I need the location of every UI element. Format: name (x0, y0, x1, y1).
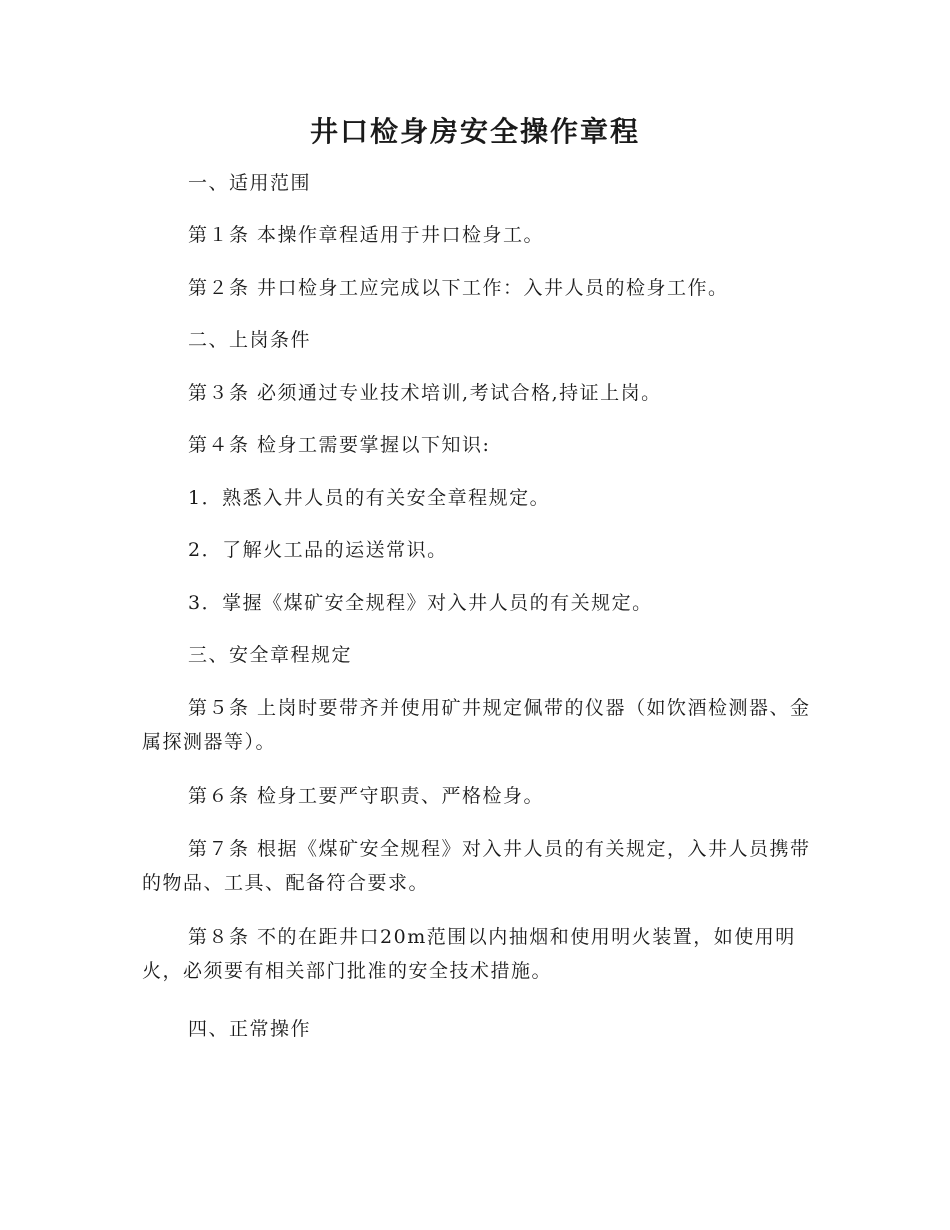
article-3: 第３条 必须通过专业技术培训,考试合格,持证上岗。 (188, 382, 662, 404)
section-heading-scope: 一、适用范围 (188, 172, 312, 194)
knowledge-item-2: 2．了解火工品的运送常识。 (188, 539, 448, 561)
article-5: 第５条 上岗时要带齐并使用矿井规定佩带的仪器（如饮酒检测器、金属探测器等）。 (142, 697, 811, 753)
knowledge-item-3: 3．掌握《煤矿安全规程》对入井人员的有关规定。 (188, 592, 653, 614)
section-heading-normal-operation: 四、正常操作 (188, 1018, 312, 1040)
document-title: 井口检身房安全操作章程 (309, 115, 640, 148)
article-4: 第４条 检身工需要掌握以下知识: (188, 434, 491, 456)
article-7: 第７条 根据《煤矿安全规程》对入井人员的有关规定，入井人员携带的物品、工具、配备符合要求。 (142, 838, 811, 894)
article-8: 第８条 不的在距井口20m范围以内抽烟和使用明火装置，如使用明火，必须要有相关部门批准的安全技术措施。 (142, 926, 796, 982)
article-1: 第１条 本操作章程适用于井口检身工。 (188, 224, 545, 246)
knowledge-item-1: 1．熟悉入井人员的有关安全章程规定。 (188, 487, 551, 509)
section-heading-safety-rules: 三、安全章程规定 (188, 644, 353, 666)
article-6: 第６条 检身工要严守职责、严格检身。 (188, 785, 545, 807)
article-2: 第２条 井口检身工应完成以下工作：入井人员的检身工作。 (188, 277, 729, 299)
section-heading-qualification: 二、上岗条件 (188, 329, 312, 351)
